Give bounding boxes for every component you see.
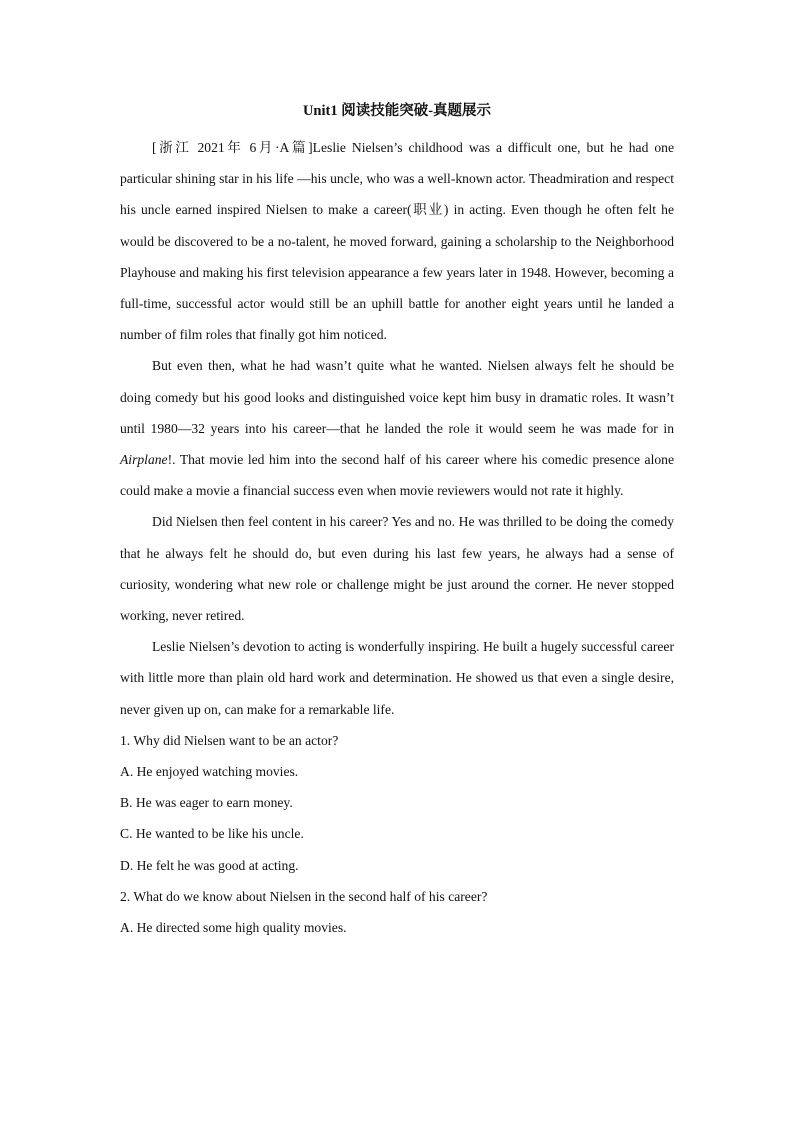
movie-title-airplane: Airplane [120, 452, 168, 468]
question-1-option-b: B. He was eager to earn money. [120, 795, 293, 811]
paragraph-2-text-start: But even then, what he had wasn’t quite what he wanted. Nielsen always felt he should be doing comedy but his good looks and distinguished voice kept him busy in dramatic roles. It wasn’t until 1980—32 years into his career—that he landed the role it would seem he was made for in [120, 358, 674, 436]
question-1-option-a: A. He enjoyed watching movies. [120, 764, 299, 780]
question-1-option-d: D. He felt he was good at acting. [120, 857, 299, 873]
question-1-option-c: C. He wanted to be like his uncle. [120, 826, 304, 842]
paragraph-4: Leslie Nielsen’s devotion to acting is wonderfully inspiring. He built a hugely successful career with little more than plain old hard work and determination. He showed us that even a single desire, never given up on, can make for a remarkable life. [120, 639, 674, 717]
paragraph-3: Did Nielsen then feel content in his career? Yes and no. He was thrilled to be doing the comedy that he always felt he should do, but even during his last few years, he always had a sense of curiosity, wondering what new role or challenge might be just around the corner. He never stopped working, never retired. [120, 514, 674, 624]
question-2-option-a: A. He directed some high quality movies. [120, 920, 347, 936]
paragraph-1: [浙江 2021年 6月·A篇]Leslie Nielsen’s childhood was a difficult one, but he had one particular shining star in his life —his uncle, who was a well-known actor. Theadmiration and respect his uncle earned inspired Nielsen to make a career(职业) in acting. Even though he often felt he would be discovered to be a no-talent, he moved forward, gaining a scholarship to the Neighborhood Playhouse and making his first television appearance a few years later in 1948. However, becoming a full-time, successful actor would still be an uphill battle for another eight years until he landed a number of film roles that finally got him noticed. [120, 140, 674, 343]
page-title: Unit1 阅读技能突破-真题展示 [302, 103, 492, 119]
question-1-stem: 1. Why did Nielsen want to be an actor? [120, 732, 339, 748]
paragraph-2 [120, 350, 674, 506]
question-2-stem: 2. What do we know about Nielsen in the second half of his career? [120, 888, 488, 904]
paragraph-2-text-end: !. That movie led him into the second half of his career where his comedic presence alone could make a movie a financial success even when movie reviewers would not rate it highly. [120, 452, 674, 499]
passage-body [120, 132, 674, 943]
